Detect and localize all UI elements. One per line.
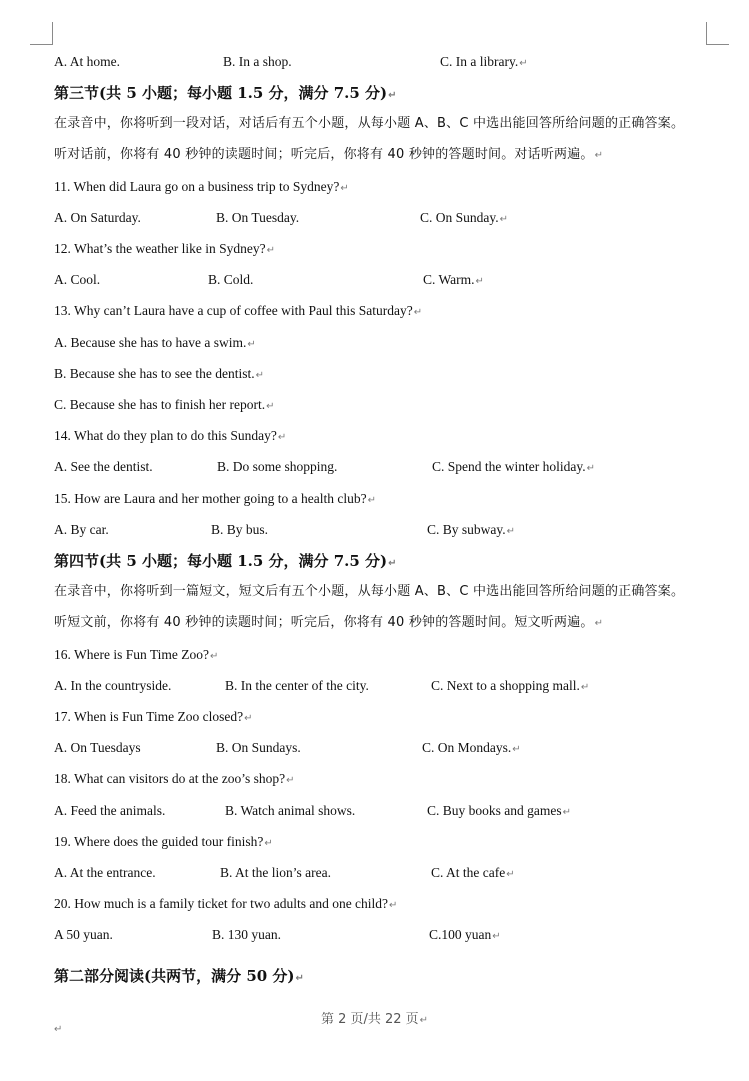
q20-question: 20. How much is a family ticket for two adults and one child?↵ <box>54 896 398 911</box>
q17-option-b: B. On Sundays. <box>216 740 301 755</box>
section4-instruction-1: 在录音中，你将听到一篇短文，短文后有五个小题，从每小题 A、B、C 中选出能回答所给问题的正确答案。 <box>54 584 685 599</box>
q18-option-a: A. Feed the animals. <box>54 803 166 818</box>
part2-heading: 第二部分阅读(共两节，满分 50 分)↵ <box>54 967 304 985</box>
q20-option-a: A 50 yuan. <box>54 927 113 942</box>
q11-question: 11. When did Laura go on a business trip to Sydney?↵ <box>54 179 349 194</box>
q20-option-c: C.100 yuan↵ <box>429 927 501 942</box>
q18-question: 18. What can visitors do at the zoo’s shop?↵ <box>54 771 295 786</box>
margin-corner-top-right <box>706 22 729 45</box>
q18-option-c: C. Buy books and games↵ <box>427 803 572 818</box>
q10-option-b: B. In a shop. <box>223 54 292 69</box>
q12-option-b: B. Cold. <box>208 272 254 287</box>
margin-corner-top-left <box>30 22 53 45</box>
q19-option-c: C. At the cafe↵ <box>431 865 515 880</box>
q19-option-a: A. At the entrance. <box>54 865 156 880</box>
q15-option-c: C. By subway.↵ <box>427 522 516 537</box>
q19-question: 19. Where does the guided tour finish?↵ <box>54 834 273 849</box>
q17-question: 17. When is Fun Time Zoo closed?↵ <box>54 709 253 724</box>
q14-option-c: C. Spend the winter holiday.↵ <box>432 459 595 474</box>
q17-option-c: C. On Mondays.↵ <box>422 740 521 755</box>
q12-question: 12. What’s the weather like in Sydney?↵ <box>54 241 275 256</box>
q13-option-c: C. Because she has to finish her report.↵ <box>54 397 275 412</box>
q12-option-c: C. Warm.↵ <box>423 272 484 287</box>
q15-question: 15. How are Laura and her mother going to a health club?↵ <box>54 491 377 506</box>
q17-option-a: A. On Tuesdays <box>54 740 141 755</box>
section3-instruction-2: 听对话前，你将有 40 秒钟的读题时间；听完后，你将有 40 秒钟的答题时间。对话听两遍。↵ <box>54 147 604 162</box>
q16-option-c: C. Next to a shopping mall.↵ <box>431 678 590 693</box>
q19-option-b: B. At the lion’s area. <box>220 865 331 880</box>
section4-instruction-2: 听短文前，你将有 40 秒钟的读题时间；听完后，你将有 40 秒钟的答题时间。短文听两遍。↵ <box>54 615 604 630</box>
q13-option-b: B. Because she has to see the dentist.↵ <box>54 366 264 381</box>
q16-option-a: A. In the countryside. <box>54 678 172 693</box>
q10-option-c: C. In a library.↵ <box>440 54 528 69</box>
q10-option-a: A. At home. <box>54 54 120 69</box>
q11-option-a: A. On Saturday. <box>54 210 141 225</box>
q14-option-b: B. Do some shopping. <box>217 459 338 474</box>
section3-instruction-1: 在录音中，你将听到一段对话，对话后有五个小题，从每小题 A、B、C 中选出能回答所给问题的正确答案。 <box>54 116 685 131</box>
q16-question: 16. Where is Fun Time Zoo?↵ <box>54 647 219 662</box>
q20-option-b: B. 130 yuan. <box>212 927 281 942</box>
q14-option-a: A. See the dentist. <box>54 459 153 474</box>
page-footer: 第 2 页/共 22 页↵ <box>320 1012 429 1027</box>
q11-option-b: B. On Tuesday. <box>216 210 300 225</box>
end-paragraph-mark: ↵ <box>54 1024 63 1035</box>
q13-question: 13. Why can’t Laura have a cup of coffee with Paul this Saturday?↵ <box>54 303 423 318</box>
q15-option-b: B. By bus. <box>211 522 269 537</box>
section3-heading: 第三节(共 5 小题；每小题 1.5 分，满分 7.5 分)↵ <box>54 84 397 102</box>
q13-option-a: A. Because she has to have a swim.↵ <box>54 335 256 350</box>
q14-question: 14. What do they plan to do this Sunday?↵ <box>54 428 287 443</box>
q18-option-b: B. Watch animal shows. <box>225 803 356 818</box>
q11-option-c: C. On Sunday.↵ <box>420 210 509 225</box>
q15-option-a: A. By car. <box>54 522 109 537</box>
q16-option-b: B. In the center of the city. <box>225 678 369 693</box>
section4-heading: 第四节(共 5 小题；每小题 1.5 分，满分 7.5 分)↵ <box>54 552 397 570</box>
q12-option-a: A. Cool. <box>54 272 101 287</box>
